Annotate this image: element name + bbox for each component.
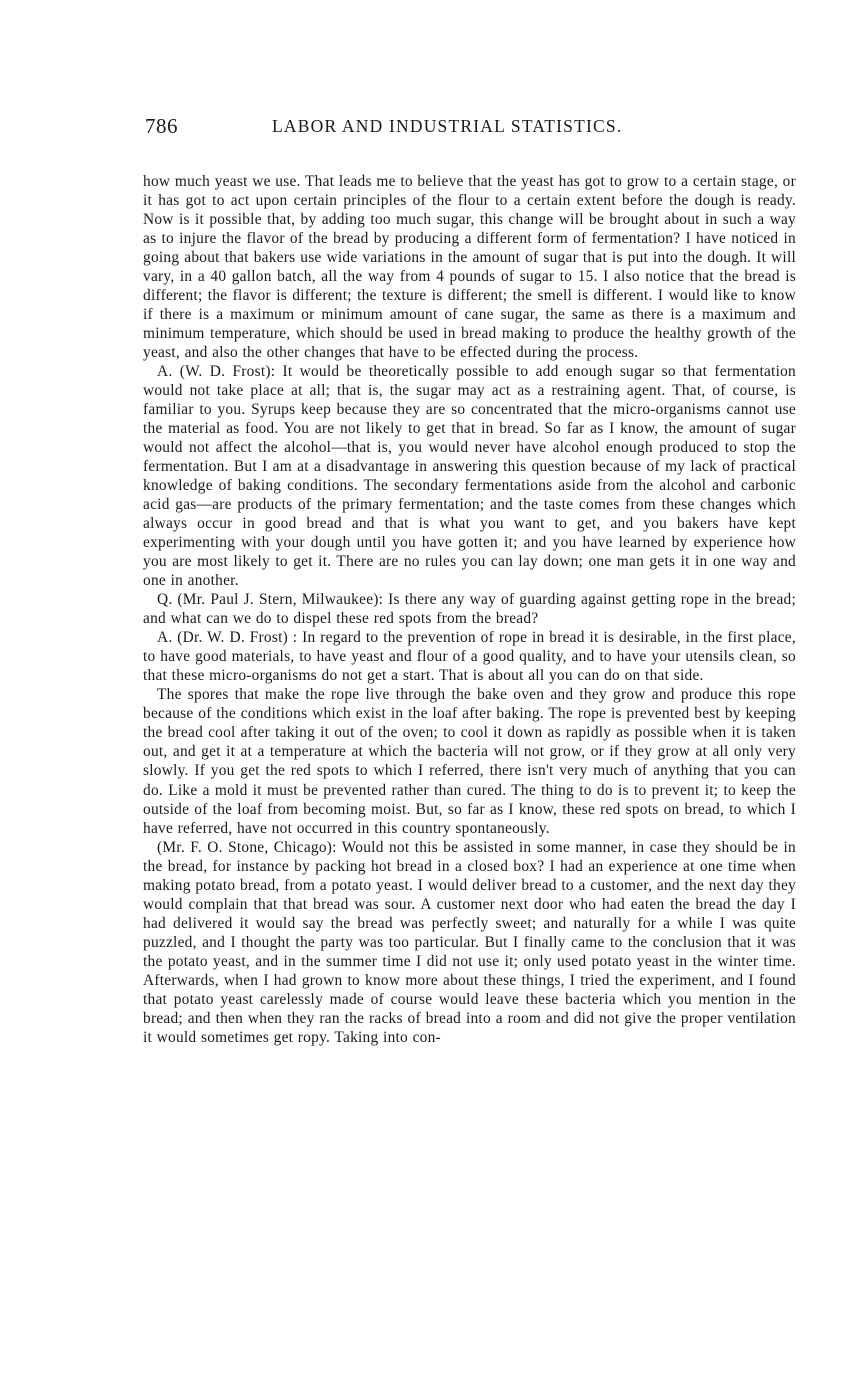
body-text	[143, 172, 796, 1047]
paragraph-answer-frost: A. (W. D. Frost): It would be theoretically possible to add enough sugar so that fermentation would not take place at all; that is, the sugar may act as a restraining agent. That, of course, is familiar to you. Syrups keep because they are so concentrated that the micro-organisms cannot use the material as food. You are not likely to get that in bread. So far as I know, the amount of sugar would not affect the alcohol—that is, you would never have alcohol enough produced to stop the fermentation. But I am at a disadvantage in answering this question because of my lack of practical knowledge of baking conditions. The secondary fermentations aside from the alcohol and carbonic acid gas—are products of the primary fermentation; and the taste comes from these changes which always occur in good bread and that is what you want to get, and you bakers have kept experimenting with your dough until you have gotten it; and you have learned by experience how you are most likely to get it. There are no rules you can lay down; one man gets it in one way and one in another.	[143, 363, 796, 590]
page-number: 786	[145, 114, 178, 138]
running-header	[145, 114, 795, 144]
paragraph-spores: The spores that make the rope live through the bake oven and they grow and produce this rope because of the conditions which exist in the loaf after baking. The rope is prevented best by keeping the bread cool after taking it out of the oven; to cool it down as rapidly as possible when it is taken out, and get it at a temperature at which the bacteria will not grow, or if they grow at all only very slowly. If you get the red spots to which I referred, there isn't very much of anything that you can do. Like a mold it must be prevented rather than cured. The thing to do is to prevent it; to keep the outside of the loaf from becoming moist. But, so far as I know, these red spots on bread, to which I have referred, have not occurred in this country spontaneously.	[143, 686, 796, 837]
paragraph-answer-rope: A. (Dr. W. D. Frost) : In regard to the prevention of rope in bread it is desirable, in the first place, to have good materials, to have yeast and flour of a good quality, and to have your utensils clean, so that these micro-organisms do not get a start. That is about all you can do on that side.	[143, 629, 796, 685]
paragraph-continued-question: how much yeast we use. That leads me to believe that the yeast has got to grow to a certain stage, or it has got to act upon certain principles of the flour to a certain extent before the dough is ready. Now is it possible that, by adding too much sugar, this change will be brought about in such a way as to injure the flavor of the bread by producing a different form of fermentation? I have noticed in going about that bakers use wide variations in the amount of sugar that is put into the dough. It will vary, in a 40 gallon batch, all the way from 4 pounds of sugar to 15. I also notice that the bread is different; the flavor is different; the texture is different; the smell is different. I would like to know if there is a maximum or minimum amount of cane sugar, the same as there is a maximum and minimum temperature, which should be used in bread making to produce the healthy growth of the yeast, and also the other changes that have to be effected during the process.	[143, 173, 796, 362]
paragraph-question-stern: Q. (Mr. Paul J. Stern, Milwaukee): Is there any way of guarding against getting rope in the bread; and what can we do to dispel these red spots from the bread?	[143, 591, 796, 628]
header-title: LABOR AND INDUSTRIAL STATISTICS.	[272, 116, 623, 136]
paragraph-stone: (Mr. F. O. Stone, Chicago): Would not this be assisted in some manner, in case they should be in the bread, for instance by packing hot bread in a closed box? I had an experience at one time when making potato bread, from a potato yeast. I would deliver bread to a customer, and the next day they would complain that that bread was sour. A customer next door who had eaten the bread the day I had delivered it would say the bread was perfectly sweet; and naturally for a while I was quite puzzled, and I thought the party was too particular. But I finally came to the conclusion that it was the potato yeast, and in the summer time I did not use it; only used potato yeast in the winter time. Afterwards, when I had grown to know more about these things, I tried the experiment, and I found that potato yeast carelessly made of course would leave these bacteria which you mention in the bread; and then when they ran the racks of bread into a room and did not give the proper ventilation it would sometimes get ropy. Taking into con-	[143, 838, 796, 1046]
